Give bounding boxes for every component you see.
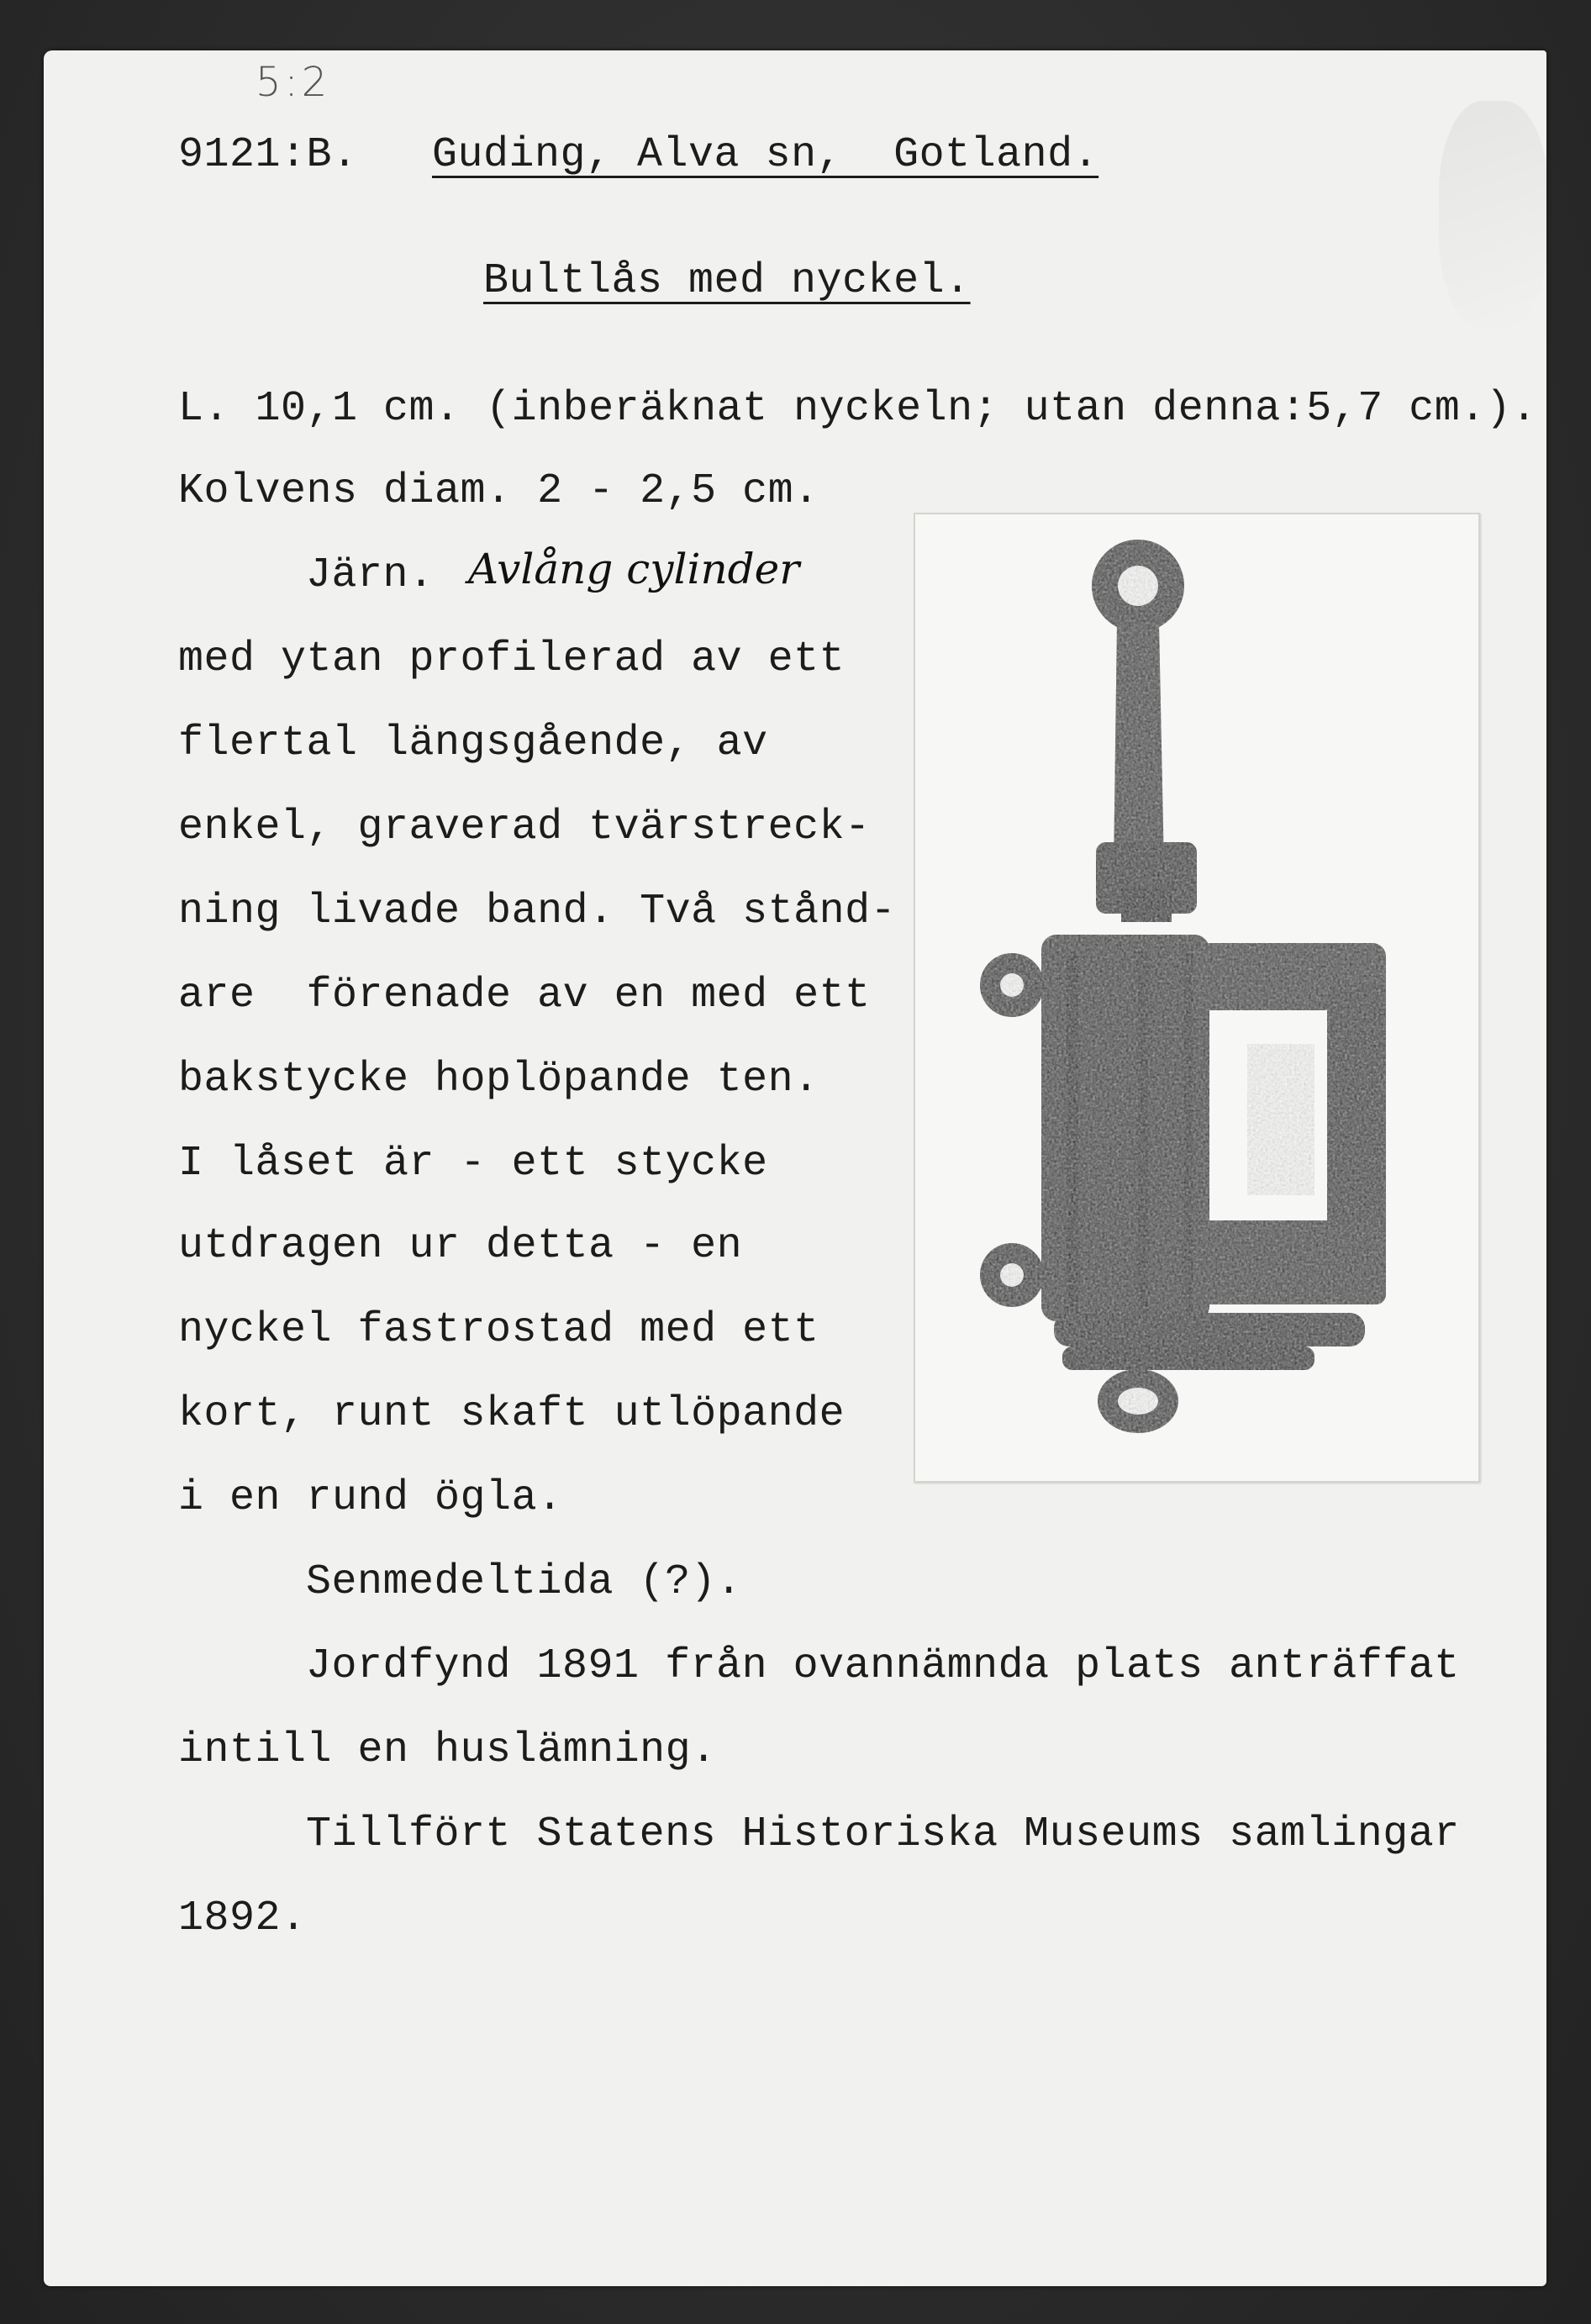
handwritten-insertion: Avlång cylinder xyxy=(468,545,800,593)
catalog-number: 9121:B. xyxy=(178,131,358,179)
measurement-length: L. 10,1 cm. (inberäknat nyckeln; utan denna:5,7 cm.). xyxy=(178,385,1537,433)
pencil-mark: 5:2 xyxy=(256,59,331,106)
description-line: kort, runt skaft utlöpande xyxy=(178,1390,846,1438)
catalog-card xyxy=(44,50,1546,2286)
description-line: i en rund ögla. xyxy=(178,1474,563,1522)
description-line: nyckel fastrostad med ett xyxy=(178,1306,819,1354)
find-circumstances: intill en huslämning. xyxy=(178,1726,717,1774)
dating: Senmedeltida (?). xyxy=(306,1558,742,1606)
padlock-with-key-photo xyxy=(915,514,1478,1481)
description-line: are förenade av en med ett xyxy=(178,972,871,1020)
paper-stain xyxy=(1439,101,1546,328)
find-location: Guding, Alva sn, Gotland. xyxy=(432,131,1099,179)
description-line: utdragen ur detta - en xyxy=(178,1222,743,1270)
description-line: I låset är - ett stycke xyxy=(178,1140,768,1188)
acquisition-year: 1892. xyxy=(178,1895,307,1942)
description-line: ning livade band. Två stånd- xyxy=(178,888,897,935)
object-photograph xyxy=(914,513,1480,1483)
material-label: Järn. xyxy=(306,551,435,599)
description-line: flertal längsgående, av xyxy=(178,719,768,767)
object-title: Bultlås med nyckel. xyxy=(483,257,971,305)
find-circumstances: Jordfynd 1891 från ovannämnda plats anträffat xyxy=(306,1642,1460,1690)
description-line: bakstycke hoplöpande ten. xyxy=(178,1056,819,1104)
description-line: enkel, graverad tvärstreck- xyxy=(178,804,871,851)
acquisition: Tillfört Statens Historiska Museums samlingar xyxy=(306,1810,1460,1858)
measurement-diameter: Kolvens diam. 2 - 2,5 cm. xyxy=(178,467,819,515)
description-line: med ytan profilerad av ett xyxy=(178,635,846,683)
